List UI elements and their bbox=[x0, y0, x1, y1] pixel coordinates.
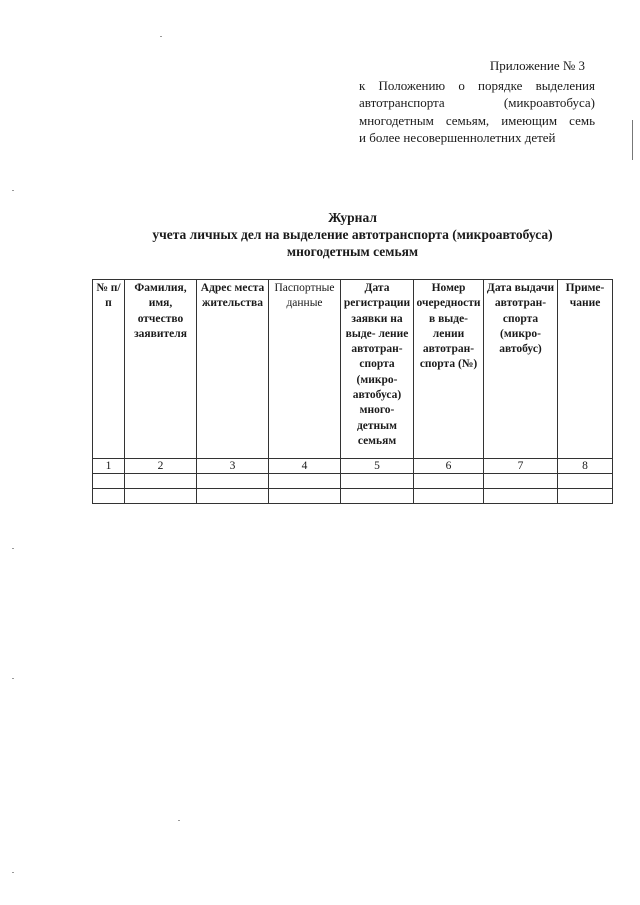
journal-subtitle-2: многодетным семьям bbox=[286, 244, 419, 259]
appendix-line: многодетным семьям, имеющим семь bbox=[359, 112, 595, 128]
appendix-line: автотранспорта (микроавтобуса) bbox=[359, 95, 595, 110]
table-cell bbox=[125, 489, 197, 504]
header-cell-registration-date: Дата регистрации заявки на выде- ление автотран- спорта (микро- автобуса) много- детным семьям bbox=[341, 280, 414, 459]
table-cell bbox=[484, 489, 558, 504]
header-cell-number: № п/п bbox=[93, 280, 125, 459]
table-header-row bbox=[93, 280, 613, 459]
header-cell-queue-number: Номер очередности в выде- лении автотран- спорта (№) bbox=[414, 280, 484, 459]
column-number: 2 bbox=[125, 459, 197, 474]
header-cell-fullname: Фамилия, имя, отчество заявителя bbox=[125, 280, 197, 459]
table-cell bbox=[341, 474, 414, 489]
scan-speck bbox=[160, 36, 162, 37]
table-cell bbox=[269, 474, 341, 489]
column-number: 7 bbox=[484, 459, 558, 474]
scan-speck bbox=[12, 872, 14, 873]
table-cell bbox=[93, 474, 125, 489]
appendix-heading: Приложение № 3 bbox=[489, 58, 585, 73]
header-cell-address: Адрес места жительства bbox=[197, 280, 269, 459]
table-cell bbox=[93, 489, 125, 504]
table-cell bbox=[414, 474, 484, 489]
table-row bbox=[93, 489, 613, 504]
journal-subtitle: учета личных дел на выделение автотранспорта (микроавтобуса) bbox=[152, 227, 553, 242]
scan-speck bbox=[12, 548, 14, 549]
table-cell bbox=[341, 489, 414, 504]
appendix-line: и более несовершеннолетних детей bbox=[359, 130, 556, 145]
column-number: 1 bbox=[93, 459, 125, 474]
table-cell bbox=[269, 489, 341, 504]
scan-speck bbox=[12, 190, 14, 191]
scan-speck bbox=[178, 820, 180, 821]
scan-edge-mark bbox=[632, 120, 633, 160]
appendix-line: к Положению о порядке выделения bbox=[359, 77, 595, 93]
column-number-row bbox=[93, 459, 613, 474]
table-cell bbox=[558, 489, 613, 504]
table-row bbox=[93, 474, 613, 489]
journal-title: Журнал bbox=[328, 210, 377, 225]
table-cell bbox=[484, 474, 558, 489]
journal-table bbox=[92, 279, 613, 504]
table-cell bbox=[125, 474, 197, 489]
column-number: 4 bbox=[269, 459, 341, 474]
appendix-block bbox=[359, 57, 595, 147]
column-number: 5 bbox=[341, 459, 414, 474]
column-number: 6 bbox=[414, 459, 484, 474]
table-cell bbox=[197, 474, 269, 489]
column-number: 3 bbox=[197, 459, 269, 474]
table-cell bbox=[414, 489, 484, 504]
header-cell-passport: Паспортные данные bbox=[269, 280, 341, 459]
column-number: 8 bbox=[558, 459, 613, 474]
table-cell bbox=[558, 474, 613, 489]
scan-speck bbox=[12, 678, 14, 679]
header-cell-note: Приме- чание bbox=[558, 280, 613, 459]
header-cell-issue-date: Дата выдачи автотран- спорта (микро- автобус) bbox=[484, 280, 558, 459]
table-cell bbox=[197, 489, 269, 504]
journal-title-block bbox=[95, 209, 610, 260]
